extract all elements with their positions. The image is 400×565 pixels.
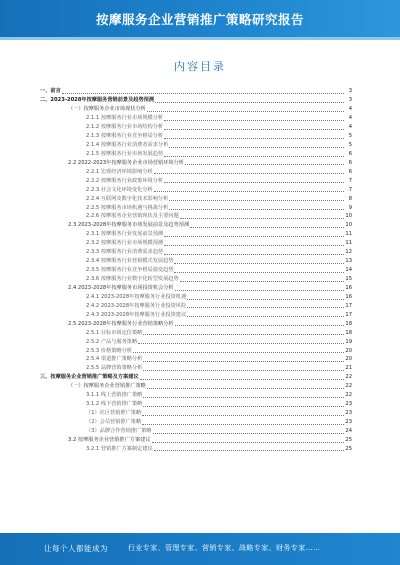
toc-entry-page: 5	[348, 133, 352, 140]
toc-entry[interactable]	[40, 381, 352, 390]
toc-entry[interactable]	[40, 318, 352, 327]
toc-entry-title: 3.2.1 营销推广方案制定建议	[86, 445, 153, 452]
toc-leader-dots	[175, 289, 344, 291]
toc-leader-dots	[180, 217, 344, 219]
toc-entry-page: 20	[345, 356, 352, 363]
toc-entry-title: 2.5.5 品牌营销策略分析	[86, 365, 143, 372]
toc-entry-page: 23	[345, 419, 352, 426]
toc-entry-page: 3	[348, 97, 352, 104]
toc-entry[interactable]	[40, 104, 352, 113]
toc-entry-title: 2.1.2 按摩服务行业市场结构分析	[86, 124, 164, 131]
toc-leader-dots	[174, 271, 344, 273]
toc-entry[interactable]	[40, 301, 352, 310]
toc-entry-page: 16	[345, 284, 352, 291]
toc-entry-title: 2.1.5 按摩服务行业市场发展趋势	[86, 150, 164, 157]
toc-entry-title: 2.5.3 价格策略分析	[86, 347, 132, 354]
toc-entry[interactable]	[40, 202, 352, 211]
toc-entry-page: 25	[345, 445, 352, 452]
toc-entry-title: 2.2.2 按摩服务行业政策环境分析	[86, 177, 164, 184]
toc-leader-dots	[62, 92, 344, 94]
toc-leader-dots	[164, 137, 344, 139]
toc-leader-dots	[133, 351, 344, 353]
toc-entry-page: 6	[348, 168, 352, 175]
toc-leader-dots	[190, 226, 344, 228]
toc-entry-page: 21	[345, 365, 352, 372]
toc-entry[interactable]	[40, 435, 352, 444]
toc-entry[interactable]	[40, 193, 352, 202]
toc-entry-title: （3）品牌合作营销推广策略	[86, 427, 152, 434]
toc-entry[interactable]	[40, 274, 352, 283]
toc-entry-title: 3.1.1 线上营销推广策略	[86, 392, 143, 399]
toc-leader-dots	[164, 235, 344, 237]
toc-entry-title: 2.3.6 按摩服务行业数字化转型发展趋势	[86, 276, 179, 283]
toc-leader-dots	[153, 432, 344, 434]
toc-entry-title: 2.4.1 2023-2028年按摩服务行业投资机遇	[86, 293, 187, 300]
toc-leader-dots	[169, 208, 344, 210]
toc-entry-title: （2）会员营销推广策略	[86, 419, 142, 426]
toc-leader-dots	[164, 181, 344, 183]
report-title: 按摩服务企业营销推广策略研究报告	[95, 12, 304, 27]
toc-entry-page: 25	[345, 436, 352, 443]
toc-entry-page: 10	[345, 222, 352, 229]
toc-entry-page: 9	[348, 204, 352, 211]
toc-leader-dots	[143, 333, 344, 335]
toc-entry[interactable]	[40, 140, 352, 149]
footer-roles: 行业专家、管理专家、营销专家、战略专家、财务专家……	[128, 544, 321, 552]
toc-entry[interactable]	[40, 131, 352, 140]
toc-entry-title: 2.2.6 按摩服务企业营销现状及主要问题	[86, 213, 179, 220]
toc-entry-title: 2.3.1 按摩服务行业发展前景预测	[86, 231, 164, 238]
toc-entry-page: 18	[345, 329, 352, 336]
toc-entry-title: （一）按摩服务企业市场现状分析	[68, 106, 146, 113]
toc-leader-dots	[187, 306, 344, 308]
toc-entry-page: 3	[348, 88, 352, 95]
toc-entry-title: 2.1.1 按摩服务行业市场规模分析	[86, 115, 164, 122]
toc-entry[interactable]	[40, 408, 352, 417]
toc-entry-title: 2.3.2 按摩服务行业市场规模预测	[86, 240, 164, 247]
toc-entry[interactable]	[40, 166, 352, 175]
toc-entry-page: 20	[345, 347, 352, 354]
toc-entry[interactable]	[40, 256, 352, 265]
toc-entry-title: 2.5.2 产品与服务策略	[86, 338, 138, 345]
toc-entry[interactable]	[40, 345, 352, 354]
toc-entry-page: 18	[345, 320, 352, 327]
toc-entry-page: 23	[345, 401, 352, 408]
toc-entry-title: 3.2 按摩服务企业营销推广方案建议	[68, 436, 151, 443]
toc-entry-page: 6	[348, 159, 352, 166]
toc-leader-dots	[138, 342, 344, 344]
toc-entry[interactable]	[40, 175, 352, 184]
toc-entry-page: 10	[345, 213, 352, 220]
toc-leader-dots	[143, 405, 344, 407]
toc-entry-title: 2.5.1 目标市场定位策略	[86, 329, 143, 336]
toc-entry-page: 6	[348, 150, 352, 157]
toc-entry-page: 8	[348, 195, 352, 202]
toc-entry[interactable]	[40, 444, 352, 453]
toc-entry-page: 4	[348, 115, 352, 122]
toc-entry-page: 22	[345, 392, 352, 399]
toc-entry[interactable]	[40, 122, 352, 131]
toc-entry[interactable]	[40, 211, 352, 220]
toc-entry-title: 2.3.4 按摩服务行业营销模式发展趋势	[86, 258, 174, 265]
toc-leader-dots	[152, 441, 344, 443]
toc-leader-dots	[164, 128, 344, 130]
toc-entry-page: 12	[345, 249, 352, 256]
toc-entry-title: 2.3.5 按摩服务行业竞争格局演变趋势	[86, 267, 174, 274]
toc-leader-dots	[187, 315, 344, 317]
toc-entry-title: 2.2.1 宏观经济环境影响分析	[86, 168, 153, 175]
toc-entry[interactable]	[40, 426, 352, 435]
toc-entry-page: 24	[345, 427, 352, 434]
toc-leader-dots	[147, 387, 344, 389]
toc-entry-page: 4	[348, 124, 352, 131]
toc-entry[interactable]	[40, 309, 352, 318]
toc-entry-page: 11	[345, 231, 352, 238]
toc-leader-dots	[164, 155, 344, 157]
toc-entry[interactable]	[40, 327, 352, 336]
toc-leader-dots	[175, 324, 344, 326]
toc-entry[interactable]	[40, 247, 352, 256]
toc-entry-title: （一）按摩服务企业营销推广策略	[68, 383, 146, 390]
toc-entry-title: 2.4.2 2023-2028年按摩服务行业投资风险	[86, 302, 187, 309]
toc-leader-dots	[147, 110, 344, 112]
toc-entry-page: 22	[345, 374, 352, 381]
toc-leader-dots	[164, 119, 344, 121]
toc-entry-page: 16	[345, 293, 352, 300]
toc-entry-title: 二、2023-2028年按摩服务营销前景及趋势预测	[40, 97, 155, 104]
page-footer	[0, 533, 400, 565]
toc-leader-dots	[169, 146, 344, 148]
toc-leader-dots	[143, 369, 344, 371]
toc-entry-page: 19	[345, 338, 352, 345]
toc-entry-page: 7	[348, 177, 352, 184]
toc-leader-dots	[180, 280, 344, 282]
toc-leader-dots	[169, 199, 344, 201]
toc-entry-title: 2.5.4 渠道推广策略分析	[86, 356, 143, 363]
toc-leader-dots	[185, 163, 344, 165]
toc-leader-dots	[174, 262, 344, 264]
toc-leader-dots	[154, 172, 344, 174]
toc-entry-title: 一、前言	[40, 88, 61, 95]
table-of-contents	[40, 86, 352, 452]
toc-entry[interactable]	[40, 265, 352, 274]
toc-entry-title: 3.1.2 线下营销推广策略	[86, 401, 143, 408]
toc-leader-dots	[142, 414, 344, 416]
toc-entry-page: 14	[345, 267, 352, 274]
toc-entry[interactable]	[40, 283, 352, 292]
toc-leader-dots	[155, 101, 344, 103]
toc-entry-title: 三、按摩服务企业营销推广策略及方案建议	[40, 374, 139, 381]
toc-entry[interactable]	[40, 390, 352, 399]
footer-slogan: 让每个人都能成为	[44, 544, 108, 553]
toc-leader-dots	[164, 253, 344, 255]
toc-entry-page: 5	[348, 141, 352, 148]
toc-leader-dots	[154, 449, 344, 451]
toc-entry-page: 23	[345, 410, 352, 417]
toc-entry-page: 22	[345, 383, 352, 390]
toc-entry-title: 2.5 2023-2028年按摩服务行业营销策略分析	[68, 320, 174, 327]
toc-entry-page: 17	[345, 311, 352, 318]
toc-entry[interactable]	[40, 399, 352, 408]
toc-entry-title: 2.4 2023-2028年按摩服务市场投资机会分析	[68, 284, 174, 291]
toc-leader-dots	[154, 190, 344, 192]
toc-entry[interactable]	[40, 95, 352, 104]
toc-heading: 内容目录	[174, 60, 226, 73]
toc-entry[interactable]	[40, 354, 352, 363]
toc-entry[interactable]	[40, 229, 352, 238]
toc-entry[interactable]	[40, 417, 352, 426]
toc-entry-title: 2.2.4 互联网及数字化技术影响分析	[86, 195, 169, 202]
toc-entry[interactable]	[40, 86, 352, 95]
toc-entry-title: 2.2.3 社会文化环境变化分析	[86, 186, 153, 193]
toc-entry[interactable]	[40, 184, 352, 193]
toc-entry-title: 2.2 2022-2023年按摩服务企业市场营销环境分析	[68, 159, 184, 166]
toc-entry-page: 7	[348, 186, 352, 193]
toc-leader-dots	[164, 244, 344, 246]
toc-entry-title: 2.3.3 按摩服务行业消费需求趋势	[86, 249, 164, 256]
toc-entry[interactable]	[40, 292, 352, 301]
toc-entry-page: 4	[348, 106, 352, 113]
toc-leader-dots	[143, 396, 344, 398]
toc-entry-title: 2.3 2023-2028年按摩服务市场发展前景及趋势预测	[68, 222, 190, 229]
toc-leader-dots	[143, 360, 344, 362]
toc-leader-dots	[142, 423, 344, 425]
toc-entry-page: 11	[345, 240, 352, 247]
page-header	[0, 0, 400, 40]
toc-entry[interactable]	[40, 158, 352, 167]
toc-entry-title: （1）社区营销推广策略	[86, 410, 142, 417]
toc-leader-dots	[140, 378, 344, 380]
toc-entry[interactable]	[40, 149, 352, 158]
toc-entry-page: 15	[345, 276, 352, 283]
toc-entry-title: 2.1.3 按摩服务行业竞争格局分析	[86, 133, 164, 140]
toc-entry-title: 2.2.5 按摩服务市场机遇与挑战分析	[86, 204, 169, 211]
toc-entry[interactable]	[40, 363, 352, 372]
toc-leader-dots	[187, 298, 344, 300]
toc-entry-title: 2.4.3 2023-2028年按摩服务行业投资建议	[86, 311, 187, 318]
toc-entry-title: 2.1.4 按摩服务行业消费者需求分析	[86, 141, 169, 148]
toc-entry[interactable]	[40, 238, 352, 247]
toc-entry[interactable]	[40, 336, 352, 345]
toc-entry[interactable]	[40, 372, 352, 381]
toc-entry-page: 13	[345, 258, 352, 265]
header-accent-bar	[0, 37, 400, 40]
toc-entry-page: 17	[345, 302, 352, 309]
toc-entry[interactable]	[40, 220, 352, 229]
toc-entry[interactable]	[40, 113, 352, 122]
